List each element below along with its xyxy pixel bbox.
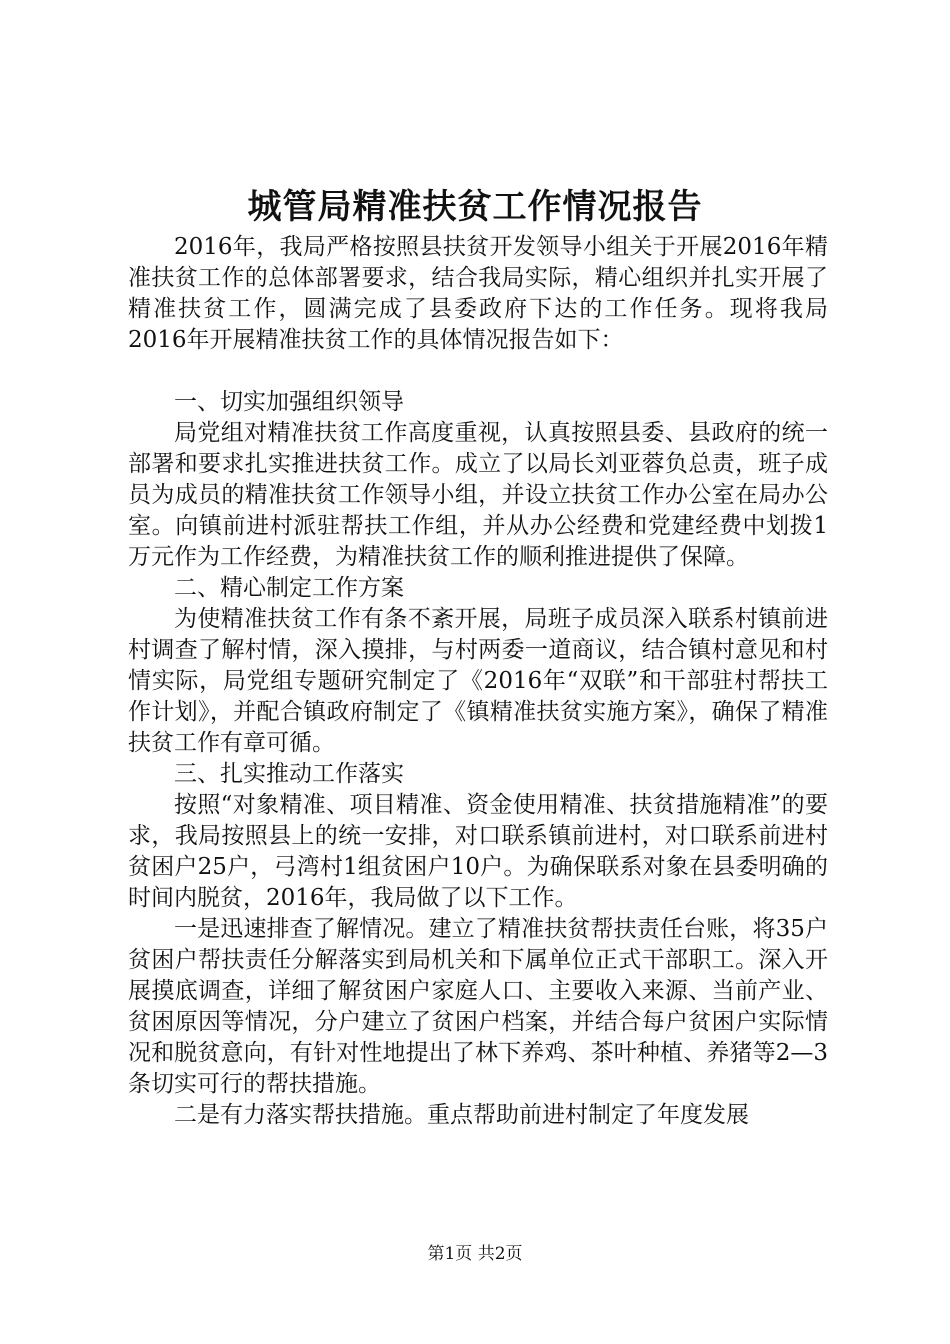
paragraph-item-2: 二是有力落实帮扶措施。重点帮助前进村制定了年度发展 xyxy=(174,1102,749,1128)
document-body xyxy=(128,232,828,1131)
document-title: 城管局精准扶贫工作情况报告 xyxy=(247,187,703,227)
paragraph-item-1: 一是迅速排查了解情况。建立了精准扶贫帮扶责任台账，将35户贫困户帮扶责任分解落实到局机关和下属单位正式干部职工。深入开展摸底调查，详细了解贫困户家庭人口、主要收入来源、当前产业、贫困原因等情况，分户建立了贫困户档案，并结合每户贫困户实际情况和脱贫意向，有针对性地提出了林下养鸡、茶叶种植、养猪等2—3条切实可行的帮扶措施。 xyxy=(128,916,828,1097)
paragraph-section-3: 按照“对象精准、项目精准、资金使用精准、扶贫措施精准”的要求，我局按照县上的统一安排，对口联系镇前进村，对口联系前进村贫困户25户，弓湾村1组贫困户10户。为确保联系对象在县委明确的时间内脱贫，2016年，我局做了以下工作。 xyxy=(128,792,828,911)
paragraph-intro: 2016年，我局严格按照县扶贫开发领导小组关于开展2016年精准扶贫工作的总体部署要求，结合我局实际，精心组织并扎实开展了精准扶贫工作，圆满完成了县委政府下达的工作任务。现将我局2016年开展精准扶贫工作的具体情况报告如下： xyxy=(128,234,828,353)
paragraph-section-1: 局党组对精准扶贫工作高度重视，认真按照县委、县政府的统一部署和要求扎实推进扶贫工作。成立了以局长刘亚蓉负总责，班子成员为成员的精准扶贫工作领导小组，并设立扶贫工作办公室在局办公室。向镇前进村派驻帮扶工作组，并从办公经费和党建经费中划拨1万元作为工作经费，为精准扶贫工作的顺利推进提供了保障。 xyxy=(128,420,828,570)
section-heading-3: 三、扎实推动工作落实 xyxy=(174,761,404,787)
page-number-footer: 第1页 共2页 xyxy=(427,1244,523,1264)
section-heading-1: 一、切实加强组织领导 xyxy=(174,389,404,415)
paragraph-section-2: 为使精准扶贫工作有条不紊开展，局班子成员深入联系村镇前进村调查了解村情，深入摸排，与村两委一道商议，结合镇村意见和村情实际，局党组专题研究制定了《2016年“双联”和干部驻村帮扶工作计划》，并配合镇政府制定了《镇精准扶贫实施方案》，确保了精准扶贫工作有章可循。 xyxy=(128,606,828,756)
section-heading-2: 二、精心制定工作方案 xyxy=(174,575,404,601)
